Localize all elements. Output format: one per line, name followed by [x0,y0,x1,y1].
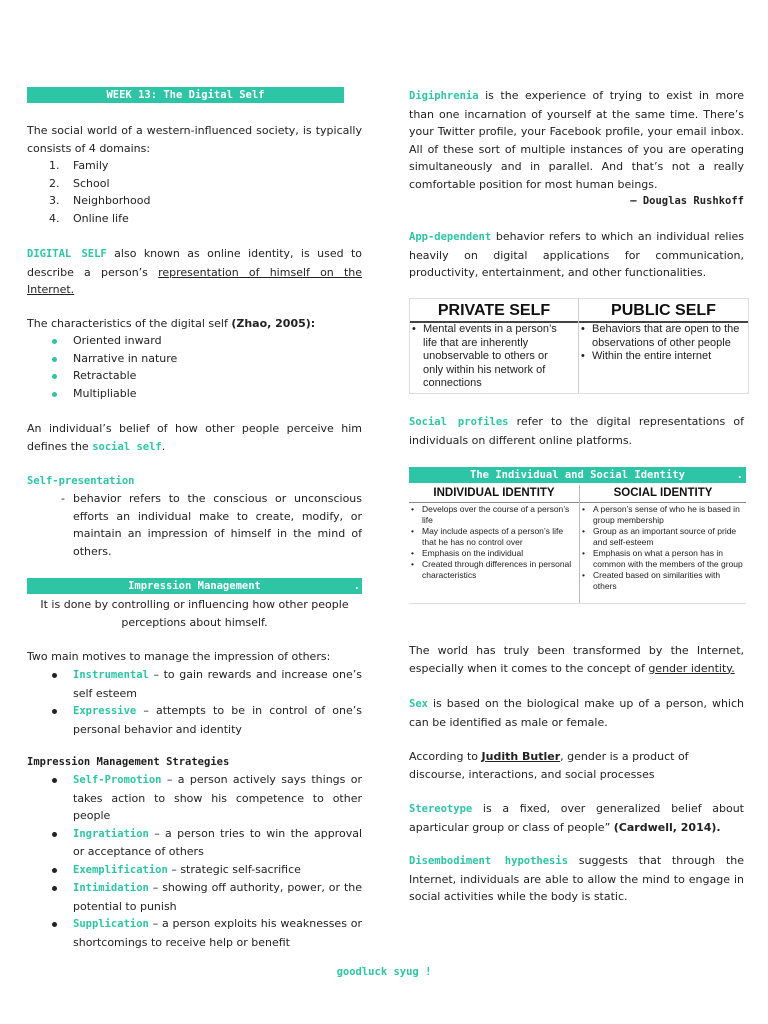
list-item: Ingratiation – a person tries to win the approval or acceptance of others [27,825,362,861]
stereotype-paragraph: Stereotype is a fixed, over generalized belief about aparticular group or class of people” (Cardwell, 2014). [409,802,744,834]
list-item: • Behaviors that are open to the observations of other people [579,323,741,350]
list-item: • Group as an important source of pride and self-esteem [580,526,744,548]
disembodiment-paragraph: Disembodiment hypothesis suggests that through the Internet, individuals are able to allow the mind to engage in social activities while the body is static. [409,854,744,903]
butler-paragraph: According to Judith Butler, gender is a product of discourse, interactions, and social processes [409,750,689,781]
header-dot: . [339,90,343,101]
motives-intro: Two main motives to manage the impression of others: [27,650,331,663]
bullet-icon [52,832,57,837]
sex-paragraph: Sex is based on the biological make up of a person, which can be identified as male or female. [409,697,744,729]
public-self-list [579,323,741,364]
digiphrenia-paragraph: Digiphrenia is the experience of trying to exist in more than one incarnation of yourself at the same time. There’s your Twitter profile, your Facebook profile, your email inbox. All of these sort of multiple instances of you are operating simultaneously and in parallel. And that’s not a really comfortable position for most human beings. [409,89,744,191]
bullet-icon [52,392,57,397]
social-identity-title: SOCIAL IDENTITY [613,487,713,499]
list-item: 2. School [49,176,110,190]
strategies-heading: Impression Management Strategies [27,756,230,768]
list-item: Retractable [27,367,362,385]
list-item: • May include aspects of a person’s life that he has no control over [409,526,577,548]
list-item: Self-Promotion – a person actively says things or takes action to show his competence to other people [27,771,362,825]
bullet-icon [52,868,57,873]
list-item: • Created through differences in personal characteristics [409,559,577,581]
list-item: • Mental events in a person’s life that are inherently unobservable to others or only within his network of connections [410,323,570,391]
domains-list [27,157,362,227]
intro-paragraph: The social world of a western-influenced society, is typically consists of 4 domains: [27,124,362,155]
list-item: Exemplification – strategic self-sacrifice [27,861,362,880]
dash: - [61,492,65,505]
characteristics-list [27,332,362,402]
identity-table-caption: The Individual and Social Identity . [409,467,746,483]
week-header: WEEK 13: The Digital Self [27,87,344,103]
list-item: • Develops over the course of a person’s life [409,504,577,526]
bullet-icon [52,778,57,783]
identity-table [409,467,746,604]
list-item: • A person’s sense of who he is based in group membership [580,504,744,526]
individual-identity-list [409,504,577,581]
bullet-icon [52,709,57,714]
individual-identity-title: INDIVIDUAL IDENTITY [433,487,555,499]
private-public-self-table [409,298,749,394]
list-item: • Emphasis on what a person has in common with the members of the group [580,548,744,570]
social-profiles-paragraph: Social profiles refer to the digital representations of individuals on different online platforms. [409,415,744,447]
quote-attribution: – Douglas Rushkoff [630,195,744,207]
self-presentation-text: behavior refers to the conscious or unconscious efforts an individual make to create, modify, or maintain an impression of himself in the mind of others. [73,492,362,558]
bullet-icon [52,886,57,891]
list-item: • Emphasis on the individual [409,548,577,559]
list-item: 1. Family [49,159,109,172]
bullet-icon [52,339,57,344]
list-item: Narrative in nature [27,350,362,368]
bullet-icon [52,374,57,379]
list-item: Intimidation – showing off authority, power, or the potential to punish [27,879,362,915]
motives-list [27,666,362,738]
impression-intro: It is done by controlling or influencing how other people perceptions about himself. [40,598,349,629]
world-paragraph: The world has truly been transformed by the Internet, especially when it comes to the concept of gender identity. [409,644,744,675]
list-item: Instrumental – to gain rewards and increase one’s self esteem [27,666,362,702]
bullet-icon [52,357,57,362]
list-item: Expressive – attempts to be in control of one’s personal behavior and identity [27,702,362,738]
list-item: Supplication – a person exploits his weaknesses or shortcomings to receive help or benefit [27,915,362,951]
strategies-list [27,771,362,951]
table-divider [409,502,746,503]
public-self-title: PUBLIC SELF [611,302,716,319]
private-self-list [410,323,570,391]
app-dependent-paragraph: App-dependent behavior refers to which an individual relies heavily on digital applications for communication, productivity, entertainment, and other functionalities. [409,230,744,279]
social-identity-list [580,504,744,592]
list-item: 3. Neighborhood [49,194,151,207]
private-self-title: PRIVATE SELF [437,302,551,319]
footer-note: goodluck syug ! [336,966,432,978]
social-self-paragraph: An individual’s belief of how other people perceive him defines the social self. [27,422,362,453]
list-item: Multipliable [27,385,362,403]
list-item: • Within the entire internet [579,350,741,364]
characteristics-paragraph: The characteristics of the digital self (Zhao, 2005): [27,317,316,330]
list-item: • Created based on similarities with others [580,570,744,592]
bullet-icon [52,922,57,927]
list-item: 4. Online life [49,211,129,225]
list-item: Oriented inward [27,332,362,350]
impression-management-header: Impression Management . [27,578,362,594]
digital-self-paragraph: DIGITAL SELF also known as online identity, is used to describe a person’s representation of himself on the Internet. [27,247,363,296]
self-presentation-term: Self-presentation [27,475,135,487]
bullet-icon [52,673,57,678]
